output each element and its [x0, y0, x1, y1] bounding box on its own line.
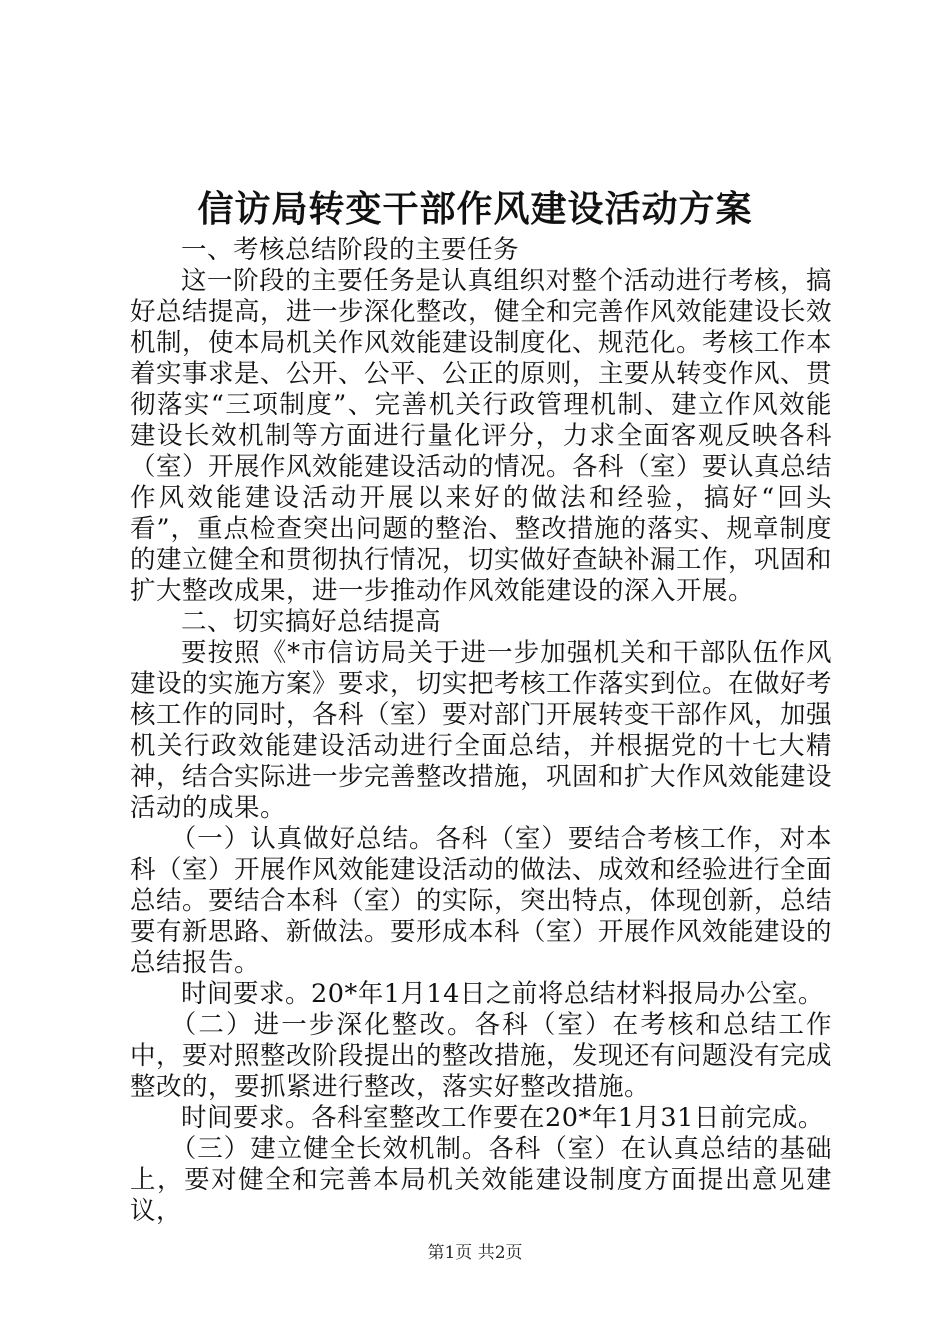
page-indicator: 第1页 共2页	[427, 1243, 523, 1263]
subsection-paragraph-1: （一）认真做好总结。各科（室）要结合考核工作，对本科（室）开展作风效能建设活动的做法、成效和经验进行全面总结。要结合本科（室）的实际，突出特点，体现创新，总结要有新思路、新做法。要形成本科（室）开展作风效能建设的总结报告。	[130, 824, 833, 978]
subsection-paragraph-3: （三）建立健全长效机制。各科（室）在认真总结的基础上，要对健全和完善本局机关效能建设制度方面提出意见建议，	[130, 1134, 832, 1226]
time-requirement-2: 时间要求。各科室整改工作要在20*年1月31日前完成。	[181, 1103, 824, 1133]
document-title: 信访局转变干部作风建设活动方案	[197, 188, 753, 230]
body-paragraph: 要按照《*市信访局关于进一步加强机关和干部队伍作风建设的实施方案》要求，切实把考核工作落实到位。在做好考核工作的同时，各科（室）要对部门开展转变干部作风，加强机关行政效能建设活动进行全面总结，并根据党的十七大精神，结合实际进一步完善整改措施，巩固和扩大作风效能建设活动的成果。	[130, 638, 833, 823]
section-heading-2: 二、切实搞好总结提高	[181, 607, 442, 637]
subsection-paragraph-2: （二）进一步深化整改。各科（室）在考核和总结工作中，要对照整改阶段提出的整改措施，发现还有问题没有完成整改的，要抓紧进行整改，落实好整改措施。	[130, 1010, 833, 1102]
body-paragraph: 这一阶段的主要任务是认真组织对整个活动进行考核，搞好总结提高，进一步深化整改，健全和完善作风效能建设长效机制，使本局机关作风效能建设制度化、规范化。考核工作本着实事求是、公开、公平、公正的原则，主要从转变作风、贯彻落实“三项制度”、完善机关行政管理机制、建立作风效能建设长效机制等方面进行量化评分，力求全面客观反映各科（室）开展作风效能建设活动的情况。各科（室）要认真总结作风效能建设活动开展以来好的做法和经验，搞好“回头看”，重点检查突出问题的整治、整改措施的落实、规章制度的建立健全和贯彻执行情况，切实做好查缺补漏工作，巩固和扩大整改成果，进一步推动作风效能建设的深入开展。	[130, 266, 833, 606]
time-requirement-1: 时间要求。20*年1月14日之前将总结材料报局办公室。	[181, 979, 824, 1009]
section-heading-1: 一、考核总结阶段的主要任务	[181, 235, 520, 265]
document-body	[130, 235, 832, 1227]
